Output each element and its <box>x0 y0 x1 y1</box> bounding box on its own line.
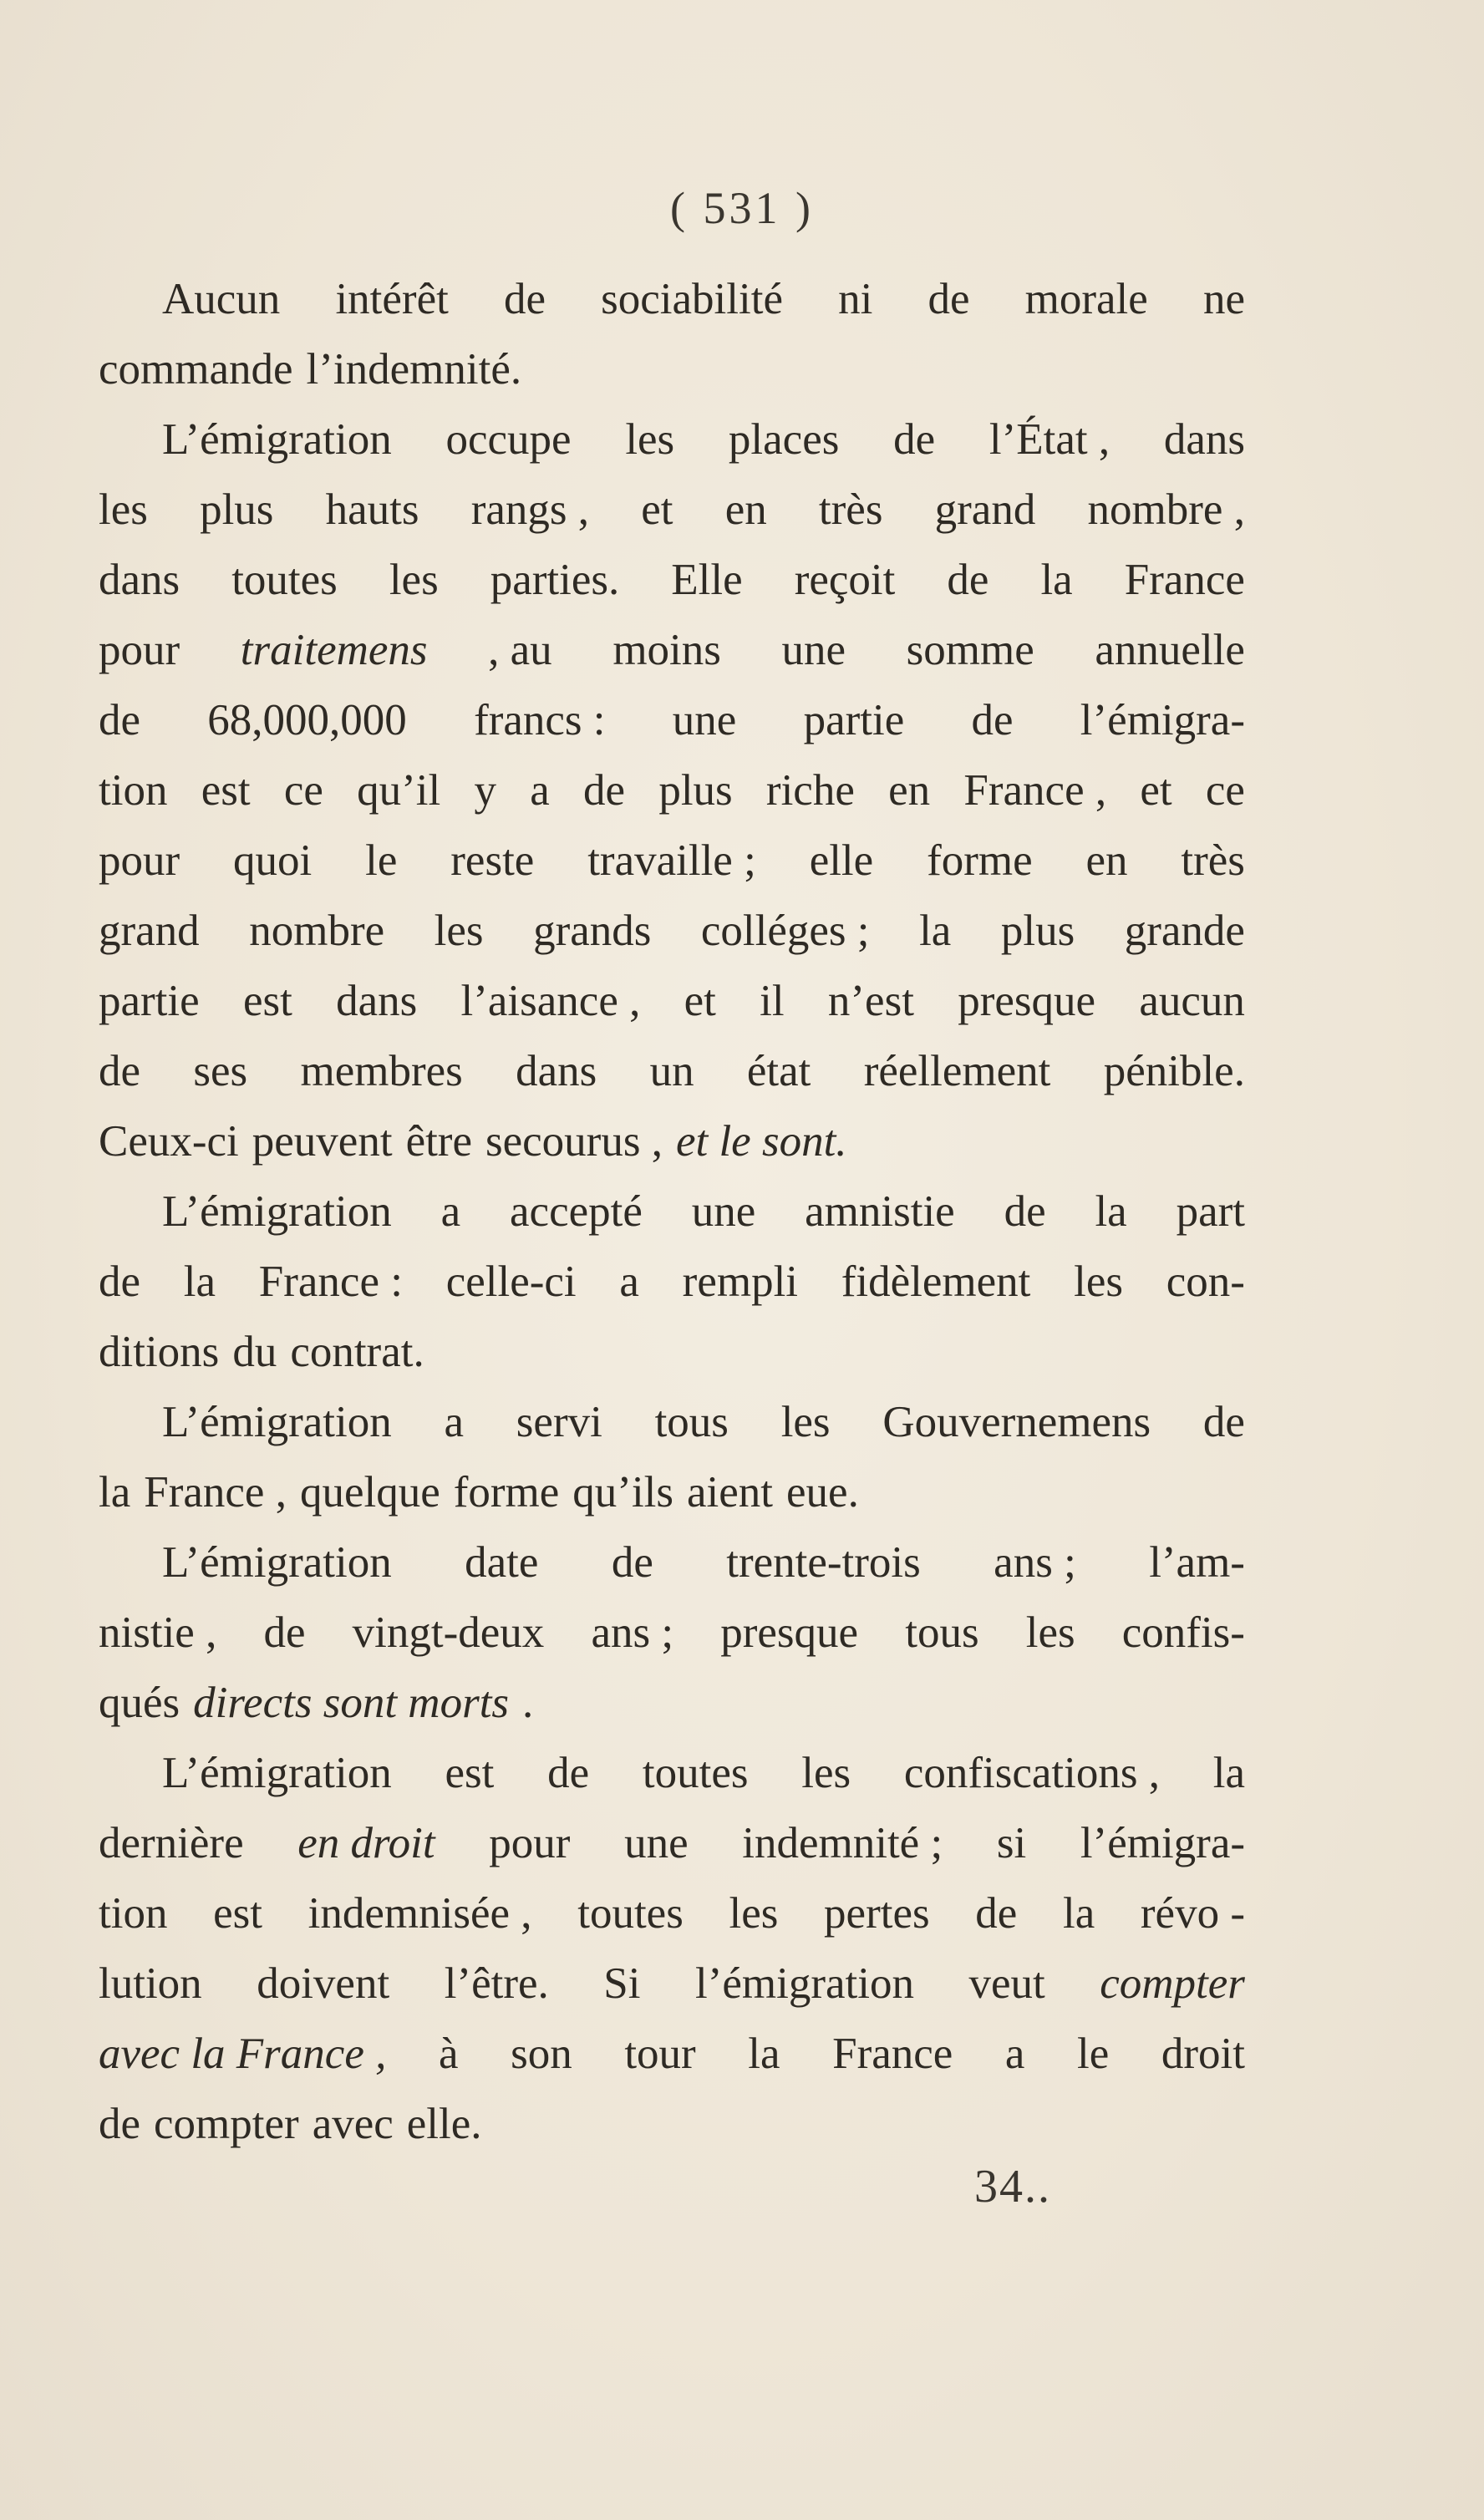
word: a <box>440 1187 461 1236</box>
word: les <box>729 1889 779 1938</box>
paragraph <box>99 1387 1245 1527</box>
text-line <box>99 1176 1245 1247</box>
word: y <box>474 766 496 815</box>
text-line <box>99 966 1245 1036</box>
text-line <box>99 1598 1245 1668</box>
word: veut <box>968 1959 1045 2008</box>
body-text <box>99 264 1245 2159</box>
word: a <box>1004 2030 1025 2078</box>
word: les <box>99 485 148 534</box>
word: l’émigra- <box>1080 696 1245 744</box>
word: Aucun <box>162 275 281 323</box>
word: est <box>242 977 292 1025</box>
text-line <box>99 1808 1245 1878</box>
word: . <box>522 1679 534 1727</box>
word: L’émigration <box>162 1187 392 1236</box>
text-line <box>99 475 1245 545</box>
text-line <box>99 2019 1245 2089</box>
word: toutes <box>577 1889 684 1938</box>
word: de <box>971 696 1014 744</box>
word: de <box>611 1538 653 1587</box>
word: lution <box>99 1959 202 2008</box>
word: les <box>780 1398 831 1446</box>
word: droit <box>1161 2030 1245 2078</box>
text-line <box>99 1878 1245 1948</box>
word: dans <box>516 1047 597 1095</box>
word: , au <box>488 626 552 674</box>
word: compter <box>1100 1959 1245 2008</box>
word: forme <box>453 1468 560 1517</box>
word: et <box>641 485 673 534</box>
word: hauts <box>325 485 419 534</box>
word: Si <box>603 1959 641 2008</box>
word: places <box>728 415 840 464</box>
word: France , <box>144 1468 287 1517</box>
word: ses <box>193 1047 248 1095</box>
word: aucun <box>1139 977 1245 1025</box>
paragraph <box>99 1527 1245 1738</box>
word: une <box>691 1187 756 1236</box>
word: membres <box>300 1047 463 1095</box>
word: de <box>893 415 936 464</box>
word: servi <box>516 1398 602 1446</box>
text-line <box>99 1106 1245 1176</box>
word: confiscations , <box>903 1749 1160 1797</box>
word: de <box>1004 1187 1046 1236</box>
word: l’am- <box>1149 1538 1245 1587</box>
text-line <box>99 2089 1245 2159</box>
word: eue. <box>786 1468 859 1517</box>
word: en <box>1085 836 1128 885</box>
paragraph <box>99 404 1245 1176</box>
word: Ceux-ci <box>99 1117 239 1166</box>
word: est <box>213 1889 262 1938</box>
text-line <box>99 685 1245 755</box>
word: réellement <box>863 1047 1051 1095</box>
word: fidèlement <box>841 1257 1031 1306</box>
word: aient <box>687 1468 774 1517</box>
word: l’État , <box>988 415 1110 464</box>
word: toutes <box>231 556 338 604</box>
text-line <box>99 1738 1245 1808</box>
word: toutes <box>642 1749 749 1797</box>
text-line <box>99 1387 1245 1457</box>
word: grand <box>99 907 200 955</box>
signature-mark: 34.. <box>974 2161 1051 2213</box>
word: francs : <box>474 696 606 744</box>
word: du <box>232 1328 277 1376</box>
text-line <box>99 1668 1245 1738</box>
word: les <box>1025 1608 1075 1657</box>
word: quelque <box>299 1468 440 1517</box>
word: dernière <box>99 1819 244 1867</box>
word: tour <box>624 2030 696 2078</box>
word: une <box>672 696 737 744</box>
word: l’indemnité. <box>306 345 522 394</box>
text-line <box>99 755 1245 826</box>
word: peuvent <box>252 1117 393 1166</box>
word: a <box>619 1257 639 1306</box>
word: la <box>919 907 952 955</box>
word: tous <box>654 1398 729 1446</box>
word: trente-trois <box>726 1538 921 1587</box>
word: a <box>530 766 550 815</box>
word: date <box>465 1538 539 1587</box>
word: celle-ci <box>445 1257 577 1306</box>
word: pertes <box>824 1889 930 1938</box>
text-line <box>99 1317 1245 1387</box>
word: presque <box>958 977 1096 1025</box>
word: de <box>947 556 989 604</box>
word: de <box>583 766 626 815</box>
text-line <box>99 1527 1245 1598</box>
word: partie <box>99 977 200 1025</box>
word: la <box>1095 1187 1127 1236</box>
word: forme <box>927 836 1033 885</box>
word: travaille ; <box>587 836 756 885</box>
word: L’émigration <box>162 1398 392 1446</box>
word: commande <box>99 345 293 394</box>
word: avec <box>312 2100 394 2148</box>
word: indemnisée , <box>307 1889 532 1938</box>
word: L’émigration <box>162 1538 392 1587</box>
word: intérêt <box>335 275 449 323</box>
word: part <box>1176 1187 1245 1236</box>
word: pour <box>489 1819 571 1867</box>
word: con- <box>1166 1257 1245 1306</box>
word: est <box>445 1749 495 1797</box>
word: Elle <box>671 556 743 604</box>
word: doivent <box>257 1959 390 2008</box>
word: riche <box>765 766 855 815</box>
word: de <box>1202 1398 1245 1446</box>
word: pénible. <box>1103 1047 1245 1095</box>
word: France : <box>258 1257 403 1306</box>
word: reste <box>450 836 535 885</box>
word: presque <box>720 1608 859 1657</box>
word: indemnité ; <box>742 1819 943 1867</box>
word: grand <box>934 485 1036 534</box>
word: de <box>547 1749 590 1797</box>
text-line <box>99 896 1245 966</box>
word: traitemens <box>240 626 428 674</box>
word: amnistie <box>805 1187 955 1236</box>
word: tion <box>99 1889 168 1938</box>
word: ans ; <box>994 1538 1076 1587</box>
word: a <box>444 1398 465 1446</box>
word: rempli <box>682 1257 799 1306</box>
word: les <box>389 556 439 604</box>
word: l’aisance , <box>460 977 641 1025</box>
word: nombre , <box>1087 485 1245 534</box>
word: ans ; <box>591 1608 674 1657</box>
word: colléges ; <box>700 907 870 955</box>
word: révo - <box>1140 1889 1245 1938</box>
word: et le sont. <box>675 1117 847 1166</box>
word: à <box>438 2030 459 2078</box>
word: en droit <box>297 1819 435 1867</box>
word: moins <box>612 626 721 674</box>
word: les <box>1074 1257 1124 1306</box>
word: être <box>405 1117 472 1166</box>
word: contrat. <box>290 1328 424 1376</box>
word: sociabilité <box>601 275 783 323</box>
word: un <box>649 1047 694 1095</box>
word: de <box>503 275 546 323</box>
word: avec la France , <box>99 2030 387 2078</box>
word: annuelle <box>1095 626 1245 674</box>
word: confis- <box>1121 1608 1245 1657</box>
word: de <box>99 696 141 744</box>
word: la <box>1040 556 1073 604</box>
word: de <box>975 1889 1018 1938</box>
word: la <box>183 1257 216 1306</box>
word: dans <box>1163 415 1245 464</box>
word: Gouvernemens <box>882 1398 1151 1446</box>
word: plus <box>200 485 274 534</box>
text-line <box>99 334 1245 404</box>
word: la <box>99 1468 131 1517</box>
word: ce <box>1205 766 1245 815</box>
word: qu’il <box>357 766 441 815</box>
word: qu’ils <box>572 1468 674 1517</box>
word: morale <box>1024 275 1148 323</box>
word: les <box>434 907 484 955</box>
word: de <box>99 2100 141 2148</box>
word: parties. <box>490 556 620 604</box>
word: quoi <box>233 836 313 885</box>
word: nombre <box>249 907 385 955</box>
word: de <box>99 1047 141 1095</box>
word: elle. <box>406 2100 482 2148</box>
word: la <box>1212 1749 1245 1797</box>
word: est <box>201 766 251 815</box>
word: nistie , <box>99 1608 217 1657</box>
word: une <box>781 626 846 674</box>
word: si <box>996 1819 1027 1867</box>
word: n’est <box>827 977 914 1025</box>
word: secourus , <box>485 1117 663 1166</box>
word: rangs , <box>470 485 590 534</box>
word: ni <box>838 275 873 323</box>
word: tion <box>99 766 168 815</box>
word: très <box>818 485 883 534</box>
word: dans <box>99 556 180 604</box>
word: l’émigra- <box>1080 1819 1245 1867</box>
word: 68,000,000 <box>207 696 407 744</box>
word: le <box>365 836 398 885</box>
text-line <box>99 264 1245 334</box>
word: et <box>1140 766 1172 815</box>
word: partie <box>803 696 905 744</box>
word: ditions <box>99 1328 220 1376</box>
word: état <box>746 1047 811 1095</box>
word: l’être. <box>444 1959 549 2008</box>
word: pour <box>99 626 180 674</box>
word: accepté <box>510 1187 643 1236</box>
text-line <box>99 545 1245 615</box>
word: grands <box>533 907 652 955</box>
word: dans <box>336 977 418 1025</box>
word: L’émigration <box>162 415 392 464</box>
word: en <box>888 766 931 815</box>
word: somme <box>906 626 1034 674</box>
text-line <box>99 1036 1245 1106</box>
word: tous <box>905 1608 979 1657</box>
word: L’émigration <box>162 1749 392 1797</box>
word: France , <box>963 766 1107 815</box>
word: ne <box>1202 275 1245 323</box>
word: occupe <box>445 415 572 464</box>
word: plus <box>1000 907 1075 955</box>
word: le <box>1077 2030 1110 2078</box>
text-line <box>99 615 1245 685</box>
word: France <box>832 2030 953 2078</box>
text-line <box>99 1457 1245 1527</box>
word: reçoit <box>794 556 896 604</box>
word: la <box>1062 1889 1095 1938</box>
word: une <box>624 1819 689 1867</box>
word: directs sont morts <box>193 1679 510 1727</box>
word: grande <box>1124 907 1245 955</box>
word: plus <box>658 766 733 815</box>
word: les <box>625 415 675 464</box>
paragraph <box>99 264 1245 404</box>
word: ce <box>283 766 323 815</box>
page-number: ( 531 ) <box>670 183 814 233</box>
paragraph <box>99 1738 1245 2159</box>
text-line <box>99 1247 1245 1317</box>
word: il <box>760 977 785 1025</box>
word: la <box>748 2030 780 2078</box>
word: France <box>1124 556 1245 604</box>
word: elle <box>809 836 874 885</box>
word: pour <box>99 836 180 885</box>
word: vingt-deux <box>352 1608 545 1657</box>
word: de <box>99 1257 141 1306</box>
text-line <box>99 826 1245 896</box>
word: de <box>928 275 970 323</box>
text-line <box>99 1948 1245 2019</box>
word: très <box>1181 836 1245 885</box>
word: l’émigration <box>694 1959 914 2008</box>
word: de <box>263 1608 306 1657</box>
word: en <box>724 485 767 534</box>
paragraph <box>99 1176 1245 1387</box>
word: les <box>801 1749 851 1797</box>
text-line <box>99 404 1245 475</box>
word: qués <box>99 1679 180 1727</box>
word: compter <box>154 2100 299 2148</box>
word: son <box>511 2030 572 2078</box>
word: et <box>684 977 716 1025</box>
